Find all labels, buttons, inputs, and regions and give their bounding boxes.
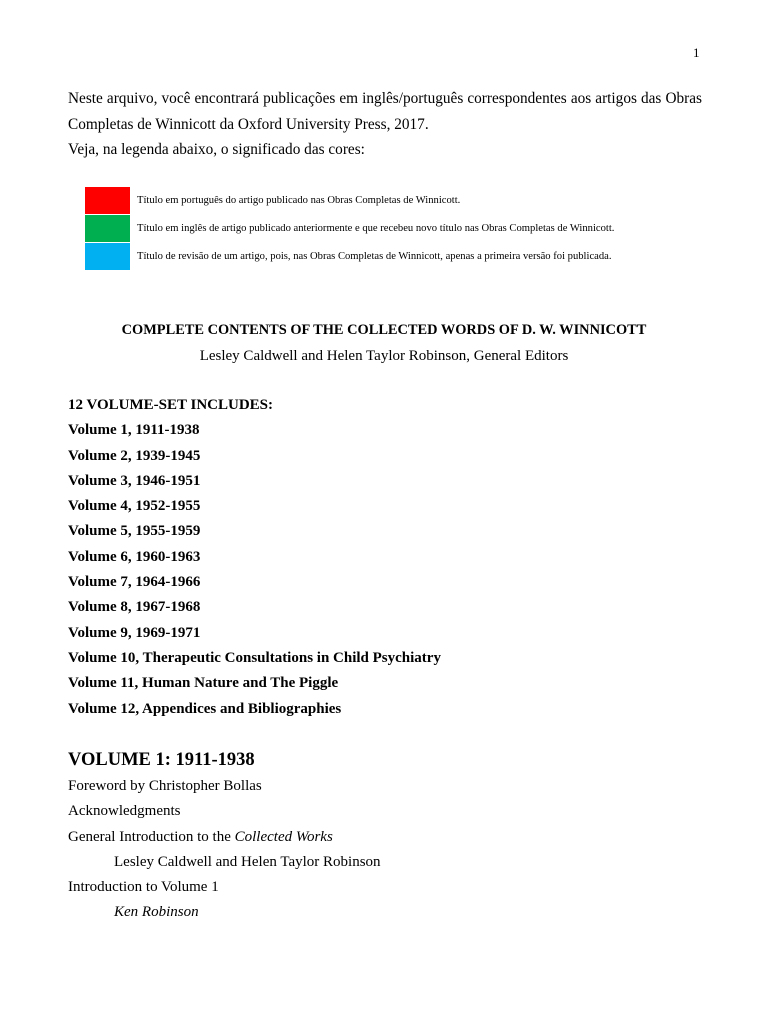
list-item: Volume 4, 1952-1955 [68, 498, 201, 515]
intro-text: Neste arquivo, você encontrará publicações em inglês/português correspondentes aos artigos das Obras Completas de Winnicott da Oxford University Press, 2017. [68, 90, 702, 133]
legend-text-red: Título em português do artigo publicado nas Obras Completas de Winnicott. [137, 194, 461, 206]
toc-introduction-volume: Introduction to Volume 1 [68, 879, 219, 896]
list-item: Volume 6, 1960-1963 [68, 548, 201, 565]
volume-set-heading: 12 VOLUME-SET INCLUDES: [68, 397, 274, 413]
volume-set [68, 393, 441, 722]
editors-line: Lesley Caldwell and Helen Taylor Robinson, General Editors [199, 348, 569, 364]
legend-row-green [85, 214, 614, 242]
document-heading [0, 318, 768, 368]
legend-text-green: Título em inglês de artigo publicado anteriormente e que recebeu novo título nas Obras Completas de Winnicott. [137, 222, 615, 234]
toc-general-introduction [68, 825, 381, 850]
blue-swatch [85, 243, 130, 270]
list-item: Volume 12, Appendices and Bibliographies [68, 700, 342, 717]
list-item: Volume 1, 1911-1938 [68, 422, 200, 439]
list-item: Volume 8, 1967-1968 [68, 599, 201, 616]
intro-paragraph [68, 86, 702, 163]
toc-general-introduction-title: Collected Works [234, 828, 333, 845]
list-item: Volume 10, Therapeutic Consultations in Child Psychiatry [68, 649, 441, 666]
list-item: Volume 2, 1939-1945 [68, 447, 201, 464]
page-number: 1 [693, 45, 700, 60]
toc-general-introduction-authors: Lesley Caldwell and Helen Taylor Robinson [114, 853, 381, 870]
color-legend [85, 186, 614, 270]
toc-introduction-volume-author: Ken Robinson [114, 904, 199, 921]
legend-instruction: Veja, na legenda abaixo, o significado das cores: [68, 141, 365, 158]
toc-general-introduction-prefix: General Introduction to the [68, 828, 235, 845]
volume1-title: VOLUME 1: 1911-1938 [68, 750, 255, 770]
legend-text-blue: Título de revisão de um artigo, pois, nas Obras Completas de Winnicott, apenas a primeira versão foi publicada. [137, 250, 612, 262]
red-swatch [85, 187, 130, 214]
volume1-contents [68, 746, 381, 926]
list-item: Volume 9, 1969-1971 [68, 624, 201, 641]
toc-foreword: Foreword by Christopher Bollas [68, 778, 262, 794]
volume1-toc [68, 774, 381, 926]
volume-list [68, 418, 441, 722]
toc-acknowledgments: Acknowledgments [68, 803, 181, 820]
green-swatch [85, 215, 130, 242]
legend-row-red [85, 186, 614, 214]
list-item: Volume 5, 1955-1959 [68, 523, 201, 540]
list-item: Volume 11, Human Nature and The Piggle [68, 675, 339, 692]
list-item: Volume 3, 1946-1951 [68, 472, 201, 489]
legend-row-blue [85, 242, 614, 270]
document-title: COMPLETE CONTENTS OF THE COLLECTED WORDS OF D. W. WINNICOTT [121, 322, 647, 338]
list-item: Volume 7, 1964-1966 [68, 574, 201, 591]
